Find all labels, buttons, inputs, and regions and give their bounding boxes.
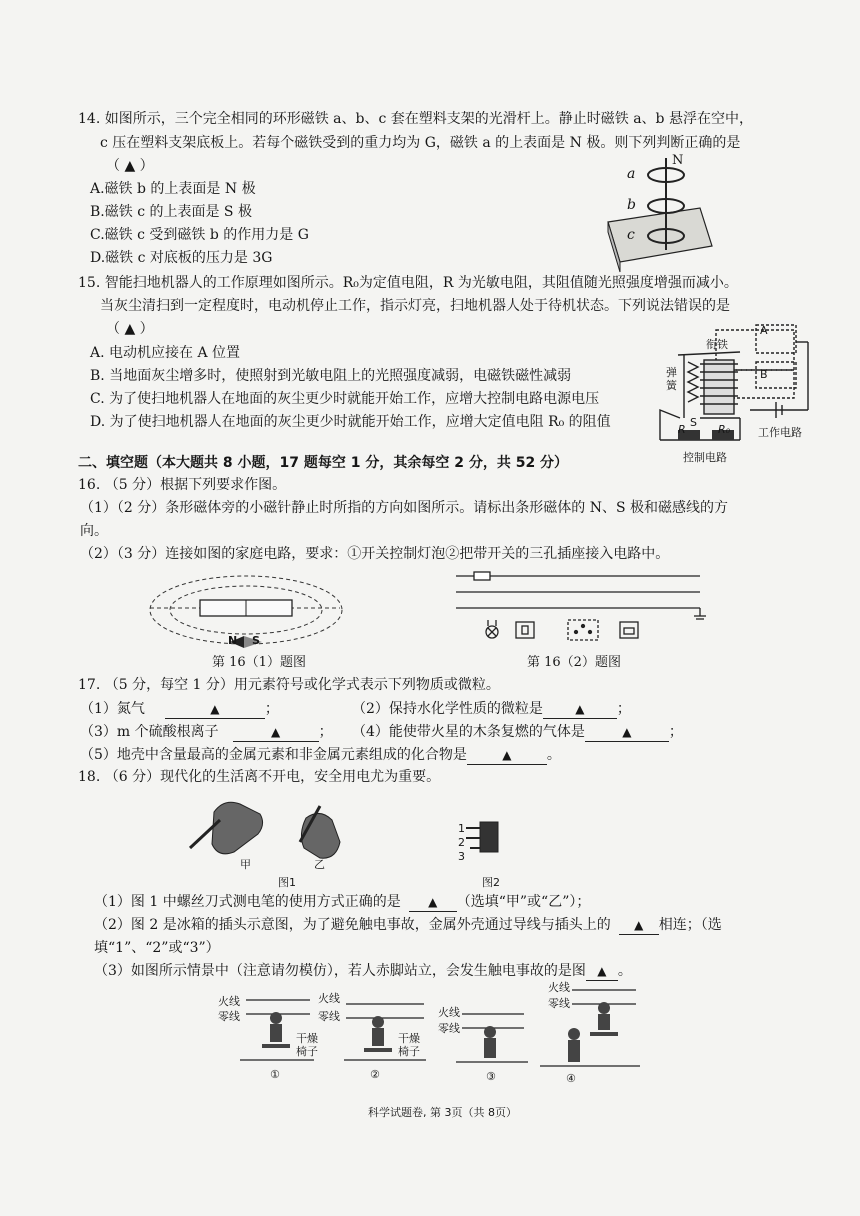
q15-stem-line1: 15. 智能扫地机器人的工作原理如图所示。R₀为定值电阻，R 为光敏电阻，其阻值随光照强度增强而减小。 bbox=[78, 275, 738, 291]
page-footer: 科学试题卷, 第 3页（共 8页） bbox=[368, 1106, 517, 1119]
q17-item3: （3）m 个硫酸根离子 ▲ ； bbox=[80, 724, 333, 740]
q17-item4: （4）能使带火星的木条复燃的气体是 ▲ ； bbox=[352, 724, 683, 740]
q16-fig1-caption: 第 16（1）题图 bbox=[212, 655, 306, 670]
q16-fig2-caption: 第 16（2）题图 bbox=[527, 655, 621, 670]
q17-item5: （5）地壳中含量最高的金属元素和非金属元素组成的化合物是 ▲ 。 bbox=[80, 747, 561, 763]
q16-part2: （2）（3 分）连接如图的家庭电路，要求：①开关控制灯泡②把带开关的三孔插座接入电路中。 bbox=[80, 546, 670, 562]
q14-fig-c-label: c bbox=[627, 227, 635, 243]
q14-option-a[interactable]: A.磁铁 b 的上表面是 N 极 bbox=[90, 181, 256, 197]
q18-part1-end: （选填“甲”或“乙”）； bbox=[456, 894, 591, 910]
q17-item1-text: （1）氮气 bbox=[80, 701, 145, 717]
q15-fig-r-label: R bbox=[678, 423, 686, 436]
q15-stem-line2: 当灰尘清扫到一定程度时，电动机停止工作，指示灯亮，扫地机器人处于待机状态。下列说法错误的是 bbox=[100, 298, 730, 314]
q17-blank5[interactable]: ▲ bbox=[467, 746, 547, 765]
q16-part1: （1）（2 分）条形磁体旁的小磁针静止时所指的方向如图所示。请标出条形磁体的 N、S 极和磁感线的方 bbox=[80, 500, 729, 516]
q18-scene4-live-label: 火线 bbox=[548, 981, 570, 994]
q18-scene2-dry-label: 干燥 bbox=[398, 1032, 420, 1045]
q18-scene1-neutral-label: 零线 bbox=[218, 1010, 240, 1023]
q17-blank3[interactable]: ▲ bbox=[233, 723, 319, 742]
q16-needle-n-label: N bbox=[228, 634, 238, 647]
q14-option-b[interactable]: B.磁铁 c 的上表面是 S 极 bbox=[90, 204, 252, 220]
q15-fig-a-label: A bbox=[760, 324, 768, 337]
q18-part3-end: 。 bbox=[617, 963, 632, 979]
q18-scene-num-2: ② bbox=[370, 1068, 380, 1081]
q17-blank4[interactable]: ▲ bbox=[585, 723, 669, 742]
q17-item5-text: （5）地壳中含量最高的金属元素和非金属元素组成的化合物是 bbox=[80, 747, 467, 763]
q17-blank2[interactable]: ▲ bbox=[543, 700, 617, 719]
q14-stem-line1: 14. 如图所示，三个完全相同的环形磁铁 a、b、c 套在塑料支架的光滑杆上。静止时磁铁 a、b 悬浮在空中， bbox=[78, 111, 753, 127]
q18-blank3[interactable]: ▲ bbox=[586, 962, 618, 981]
q18-part1-text: （1）图 1 中螺丝刀式测电笔的使用方式正确的是 bbox=[94, 894, 401, 910]
q18-part3-text: （3）如图所示情景中（注意请勿模仿），若人赤脚站立，会发生触电事故的是图 bbox=[94, 963, 586, 979]
q18-fig1-caption: 图1 bbox=[278, 876, 296, 889]
q16-needle-s-label: S bbox=[252, 634, 260, 647]
q18-stem: 18. （6 分）现代化的生活离不开电，安全用电尤为重要。 bbox=[78, 769, 441, 785]
q18-plug-num-2: 2 bbox=[458, 836, 465, 849]
q15-fig-s-label: S bbox=[690, 416, 697, 429]
q18-scene-num-3: ③ bbox=[486, 1070, 496, 1083]
q18-part2-text: （2）图 2 是冰箱的插头示意图，为了避免触电事故，金属外壳通过导线与插头上的 bbox=[94, 917, 611, 933]
q15-option-d[interactable]: D. 为了使扫地机器人在地面的灰尘更少时就能开始工作，应增大定值电阻 R₀ 的阻值 bbox=[90, 414, 611, 430]
q14-fig-a-label: a bbox=[627, 166, 636, 182]
q15-fig-b-label: B bbox=[760, 368, 768, 381]
q14-option-d[interactable]: D.磁铁 c 对底板的压力是 3G bbox=[90, 250, 273, 266]
q15-option-a[interactable]: A. 电动机应接在 A 位置 bbox=[90, 345, 241, 361]
q17-stem: 17. （5 分，每空 1 分）用元素符号或化学式表示下列物质或微粒。 bbox=[78, 677, 500, 693]
q15-option-c[interactable]: C. 为了使扫地机器人在地面的灰尘更少时就能开始工作，应增大控制电路电源电压 bbox=[90, 391, 600, 407]
q18-fig1-yi-label: 乙 bbox=[314, 858, 325, 871]
q18-part2-end: 相连；（选 bbox=[658, 917, 722, 933]
q18-plug-num-1: 1 bbox=[458, 822, 465, 835]
q18-scene-num-4: ④ bbox=[566, 1072, 576, 1085]
q18-scene1-dry-label: 干燥 bbox=[296, 1032, 318, 1045]
q17-blank1[interactable]: ▲ bbox=[165, 700, 265, 719]
q18-fig2-caption: 图2 bbox=[482, 876, 500, 889]
q14-fig-b-label: b bbox=[627, 197, 636, 213]
q17-item4-text: （4）能使带火星的木条复燃的气体是 bbox=[352, 724, 585, 740]
q15-answer-mark: （ ▲ ） bbox=[106, 321, 154, 337]
q18-scene2-live-label: 火线 bbox=[318, 992, 340, 1005]
q18-blank1[interactable]: ▲ bbox=[409, 893, 457, 912]
q16-stem: 16. （5 分）根据下列要求作图。 bbox=[78, 477, 287, 493]
q18-scene1-live-label: 火线 bbox=[218, 995, 240, 1008]
q18-blank2[interactable]: ▲ bbox=[619, 916, 659, 935]
q14-answer-mark: （ ▲ ） bbox=[106, 158, 154, 174]
q15-fig-r0-label: R₀ bbox=[718, 423, 731, 436]
q16-part1-end: 向。 bbox=[80, 523, 108, 539]
q15-fig-armature-label: 衔铁 bbox=[706, 338, 728, 351]
q18-fig1-jia-label: 甲 bbox=[240, 858, 251, 871]
q15-fig-spring-label: 弹簧 bbox=[666, 366, 677, 392]
q14-stem-line2: c 压在塑料支架底板上。若每个磁铁受到的重力均为 G，磁铁 a 的上表面是 N 极。则下列判断正确的是 bbox=[100, 135, 741, 151]
q18-scene1-chair-label: 椅子 bbox=[296, 1045, 318, 1058]
q15-fig-work-label: 工作电路 bbox=[758, 426, 802, 439]
q17-item2: （2）保持水化学性质的微粒是 ▲ ； bbox=[352, 701, 631, 717]
q18-scene2-chair-label: 椅子 bbox=[398, 1045, 420, 1058]
q15-fig-control-label: 控制电路 bbox=[683, 451, 727, 464]
q15-option-b[interactable]: B. 当地面灰尘增多时，使照射到光敏电阻上的光照强度减弱，电磁铁磁性减弱 bbox=[90, 368, 572, 384]
section-2-heading: 二、填空题（本大题共 8 小题，17 题每空 1 分，其余每空 2 分，共 52 分） bbox=[78, 455, 569, 471]
q18-scene3-live-label: 火线 bbox=[438, 1006, 460, 1019]
q18-scene-num-1: ① bbox=[270, 1068, 280, 1081]
q17-item2-text: （2）保持水化学性质的微粒是 bbox=[352, 701, 543, 717]
q18-plug-num-3: 3 bbox=[458, 850, 465, 863]
q14-fig-n-label: N bbox=[672, 153, 684, 168]
q17-item1: （1）氮气 ▲ ； bbox=[80, 701, 279, 717]
q17-item3-text: （3）m 个硫酸根离子 bbox=[80, 724, 219, 740]
q18-scene4-neutral-label: 零线 bbox=[548, 997, 570, 1010]
q18-part2-cont: 填“1”、“2”或“3”） bbox=[94, 940, 220, 956]
q14-option-c[interactable]: C.磁铁 c 受到磁铁 b 的作用力是 G bbox=[90, 227, 309, 243]
q18-scene3-neutral-label: 零线 bbox=[438, 1022, 460, 1035]
q18-scene2-neutral-label: 零线 bbox=[318, 1010, 340, 1023]
